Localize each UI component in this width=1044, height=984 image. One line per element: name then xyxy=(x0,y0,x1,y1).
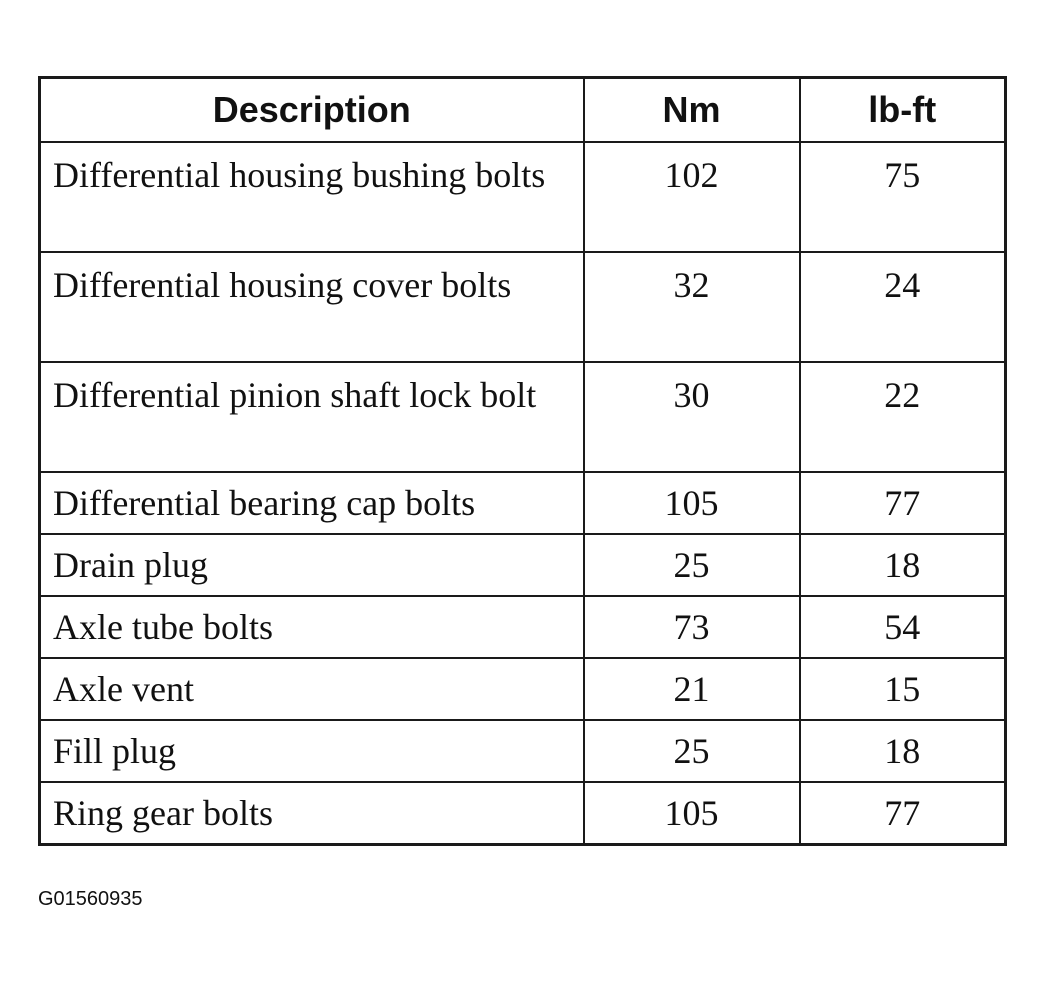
description-cell: Differential bearing cap bolts xyxy=(40,472,584,534)
nm-cell: 25 xyxy=(584,720,800,782)
description-cell: Axle vent xyxy=(40,658,584,720)
nm-cell: 102 xyxy=(584,142,800,252)
nm-cell: 73 xyxy=(584,596,800,658)
table-row xyxy=(40,720,1006,782)
description-cell: Ring gear bolts xyxy=(40,782,584,845)
lbft-cell: 54 xyxy=(800,596,1006,658)
description-cell: Differential housing cover bolts xyxy=(40,252,584,362)
lbft-cell: 77 xyxy=(800,782,1006,845)
table-row xyxy=(40,252,1006,362)
description-cell: Fill plug xyxy=(40,720,584,782)
table-row xyxy=(40,658,1006,720)
nm-cell: 105 xyxy=(584,472,800,534)
column-header-description: Description xyxy=(40,78,584,143)
nm-cell: 30 xyxy=(584,362,800,472)
lbft-cell: 24 xyxy=(800,252,1006,362)
table-row xyxy=(40,362,1006,472)
description-cell: Differential housing bushing bolts xyxy=(40,142,584,252)
table-row xyxy=(40,142,1006,252)
figure-id: G01560935 xyxy=(38,888,143,910)
description-cell: Differential pinion shaft lock bolt xyxy=(40,362,584,472)
table-row xyxy=(40,596,1006,658)
table-row xyxy=(40,782,1006,845)
table-header-row xyxy=(40,78,1006,143)
lbft-cell: 22 xyxy=(800,362,1006,472)
description-cell: Axle tube bolts xyxy=(40,596,584,658)
lbft-cell: 18 xyxy=(800,720,1006,782)
lbft-cell: 15 xyxy=(800,658,1006,720)
lbft-cell: 75 xyxy=(800,142,1006,252)
nm-cell: 105 xyxy=(584,782,800,845)
nm-cell: 25 xyxy=(584,534,800,596)
table-row xyxy=(40,472,1006,534)
torque-spec-table xyxy=(38,76,1007,846)
lbft-cell: 77 xyxy=(800,472,1006,534)
column-header-lbft: lb-ft xyxy=(800,78,1006,143)
table-row xyxy=(40,534,1006,596)
column-header-nm: Nm xyxy=(584,78,800,143)
description-cell: Drain plug xyxy=(40,534,584,596)
nm-cell: 32 xyxy=(584,252,800,362)
lbft-cell: 18 xyxy=(800,534,1006,596)
nm-cell: 21 xyxy=(584,658,800,720)
